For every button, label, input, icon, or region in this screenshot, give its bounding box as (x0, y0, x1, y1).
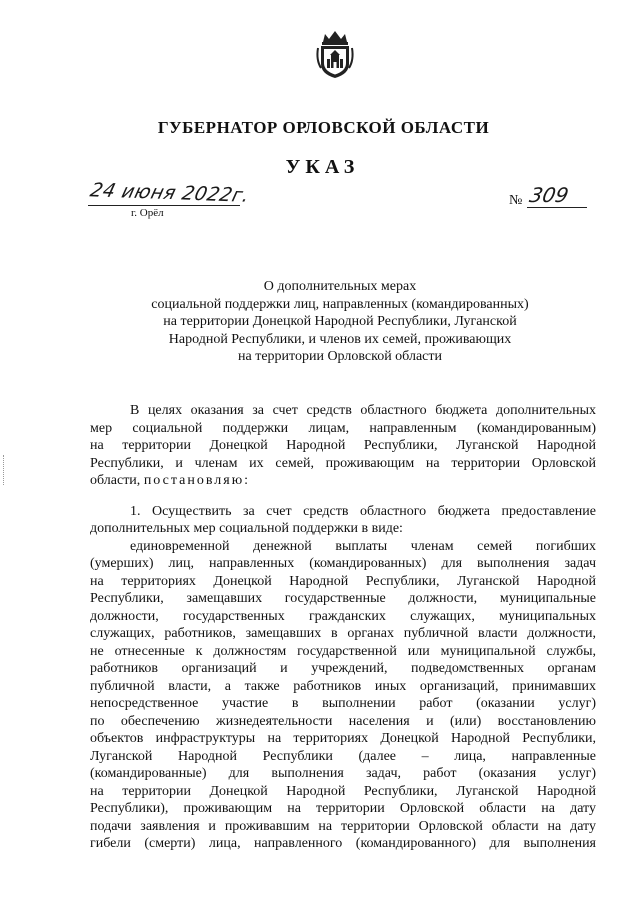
handwritten-date: 24 июня 2022г. (87, 179, 252, 207)
orel-coat-of-arms-icon (314, 28, 356, 80)
sub-line: работников организаций и учреждений, подведомственных органам (90, 661, 596, 676)
title-line: социальной поддержки лиц, направленных (командированных) (151, 296, 529, 312)
document-type: УКАЗ (285, 156, 360, 178)
preamble-line: Республики, и членам их семей, проживающим на территории Орловской (90, 455, 596, 471)
city-label: г. Орёл (131, 207, 164, 219)
sub-line: единовременной денежной выплаты членам семей погибших (130, 538, 596, 554)
title-line: О дополнительных мерах (263, 279, 417, 294)
sub-line: гибели (смерти) лица, направленного (командированного) для выполнения (90, 836, 596, 851)
preamble-line: В целях оказания за счет средств областного бюджета дополнительных (130, 403, 596, 418)
sub-line: должности, государственных гражданских служащих, муниципальных (90, 608, 596, 624)
sub-line: (умерших) лиц, направленных (командированных) для выполнения задач (90, 556, 596, 571)
decree-title (100, 278, 580, 366)
title-line: на территории Донецкой Народной Республики, Луганской (163, 314, 517, 329)
paragraph-gap (90, 490, 596, 503)
sub-line: Республики, замещавших государственные должности, муниципальные (90, 591, 596, 606)
sub-line: на территориях Донецкой Народной Республики, Луганской Народной (90, 573, 596, 589)
sub-line: на территории Донецкой Народной Республики, Луганской Народной (90, 783, 596, 799)
preamble-last: области, (90, 473, 141, 488)
scan-edge-mark (3, 455, 6, 485)
title-line: Народной Республики, и членов их семей, проживающих (168, 331, 512, 347)
issuing-authority: ГУБЕРНАТОР ОРЛОВСКОЙ ОБЛАСТИ (157, 118, 490, 137)
item-line: дополнительных мер социальной поддержки в виде: (90, 521, 403, 536)
handwritten-number: 309 (527, 183, 571, 207)
sub-line: не отнесенные к должностям государственной или муниципальной службы, (90, 643, 596, 659)
sub-line: непосредственное участие в выполнении работ (оказании услуг) (90, 696, 596, 711)
item-line: 1. Осуществить за счет средств областного бюджета предоставление (130, 503, 596, 519)
preamble-line: мер социальной поддержки лицам, направленным (командированным) (90, 420, 596, 436)
preamble-line (90, 472, 596, 490)
sub-line: (командированные) для выполнения задач, работ (оказания услуг) (90, 766, 596, 781)
sub-line: служащих, работников, замещавших в органах публичной власти должности, (90, 626, 596, 641)
date-underline (88, 205, 240, 206)
decree-word: постановляю: (143, 473, 251, 488)
number-underline (527, 207, 587, 208)
title-line: на территории Орловской области (238, 349, 442, 364)
preamble-line: на территории Донецкой Народной Республики, Луганской Народной (90, 438, 596, 453)
sub-line: объектов инфраструктуры на территориях Донецкой Народной Республики, (90, 731, 596, 746)
decree-body (90, 402, 596, 853)
sub-line: публичной власти, а также работников иных организаций, принимавших (90, 678, 596, 694)
sub-line: подачи заявления и проживавшим на территории Орловской области на дату (90, 818, 596, 834)
sub-line: Республики), проживающим на территории Орловской области на дату (90, 801, 596, 816)
number-label: № (509, 193, 523, 208)
sub-line: Луганской Народной Республики (далее – лица, направленные (90, 748, 596, 764)
sub-line: по обеспечению жизнедеятельности населения и (или) восстановлению (90, 713, 596, 729)
